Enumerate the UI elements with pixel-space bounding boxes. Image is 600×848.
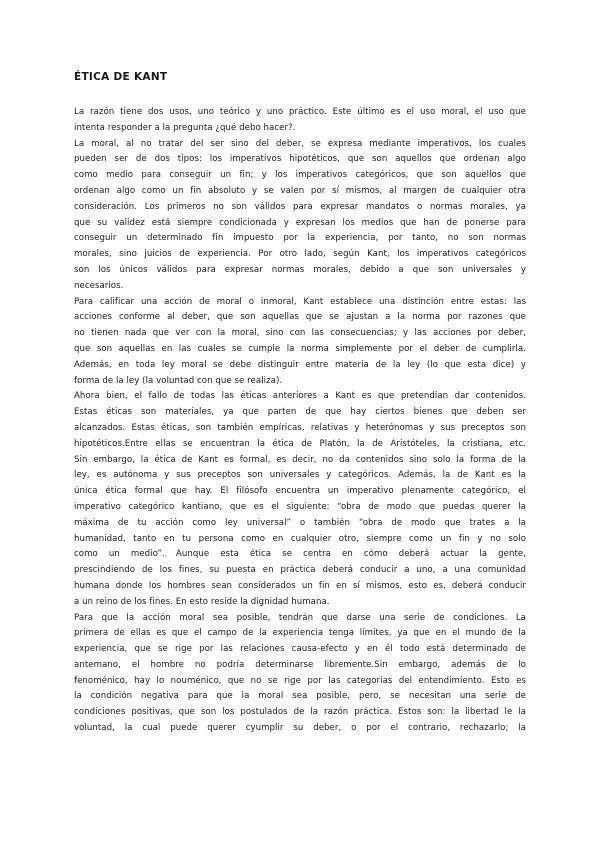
text-line: primera de ellas es que el campo de la experiencia tenga límites, ya que en el mundo de la: [74, 628, 526, 639]
text-line: La razón tiene dos usos, uno teórico y uno práctico. Este último es el uso moral, el uso que: [74, 107, 526, 117]
text-line: conseguir un determinado fin impuesto por la experiencia, por tanto, no son normas: [74, 233, 526, 244]
text-line: Estas éticas son materiales, ya que parten de que hay ciertos bienes que deben ser: [74, 407, 526, 418]
text-line: Para calificar una acción de moral o inmoral, Kant establece una distinción entre estas: las: [74, 296, 526, 307]
text-line: máxima de tu acción como ley universal” o también “obra de modo que trates a la: [74, 517, 526, 528]
text-line: morales, sino juicios de experiencia. Por otro lado, según Kant, los imperativos categóricos: [74, 249, 526, 260]
text-line: humanidad, tanto en tu persona como en cualquier otro, siempre como un fin y no solo: [74, 533, 526, 544]
text-line: como medio para conseguir un fin; y los imperativos categóricos, que son aquellos que: [74, 170, 526, 181]
text-line: a un reino de los fines. En esto reside la dignidad humana.: [74, 596, 330, 607]
document-body: [74, 105, 526, 737]
text-line: como un medio”. Aunque esta ética se centra en cómo deberá actuar la gente,: [74, 549, 526, 560]
text-line: Para que la acción moral sea posible, tendrán que darse una serie de condiciones. La: [74, 612, 526, 623]
text-line: única ética formal que hay. El filósofo encuentra un imperativo plenamente categórico, el: [74, 486, 526, 497]
text-line: antemano, el hombre no podría determinarse libremente.Sin embargo, además de lo: [74, 659, 526, 670]
document-title: ÉTICA DE KANT: [74, 71, 168, 83]
text-line: experiencia, que se rige por las relaciones causa-efecto y en él todo está determinado de: [74, 644, 526, 655]
text-line: que son aquellas en las cuales se cumple la norma simplemente por el deber de cumplirla.: [74, 343, 526, 354]
text-line: voluntad, la cual puede querer cyumplir su deber, o por el contrario, rechazarlo; la: [74, 723, 526, 734]
text-line: acciones conforme al deber, que son aquellas que se ajustan a la norma por razones que: [74, 312, 526, 323]
text-line: consideración. Los primeros no son válidos para expresar mandatos o normas morales, ya: [74, 201, 526, 212]
text-line: alcanzados. Estas éticas, son también empíricas, relativas y heterónomas y sus preceptos son: [74, 422, 526, 433]
text-line: ley, es autónoma y sus preceptos son universales y categóricos. Además, la de Kant es la: [74, 470, 526, 481]
text-line: intenta responder a la pregunta ¿qué debo hacer?.: [74, 122, 296, 133]
text-line: condiciones positivas, que son los postulados de la razón práctica. Estos son: la libertad le la: [74, 707, 526, 718]
text-line: prescindiendo de los fines, su puesta en práctica deberá conducir a uno, a una comunidad: [74, 565, 526, 576]
text-line: Ahora bien, el fallo de todas las éticas anteriores a Kant es que pretendían dar contenidos.: [74, 391, 526, 402]
text-line: necesarios.: [74, 280, 124, 291]
text-line: que su validez está siempre condicionada y expresan los medios que han de ponerse para: [74, 217, 526, 228]
text-line: imperativo categórico kantiano, que es el siguiente: “obra de modo que puedas querer la: [74, 501, 526, 512]
text-line: Sin embargo, la ética de Kant es formal, es decir, no da contenidos sino solo la forma de la: [74, 454, 526, 465]
text-line: Además, en toda ley moral se debe distinguir entre materia de la ley (lo que esta dice) y: [74, 359, 526, 370]
text-line: son los únicos válidos para expresar normas morales, debido a que son universales y: [74, 264, 526, 275]
text-line: forma de la ley (la voluntad con que se realiza).: [74, 375, 283, 386]
text-line: la condición negativa para que la moral sea posible, pero, se necesitan una serie de: [74, 691, 526, 702]
text-line: pueden ser de dos tipos: los imperativos hipotéticos, que son aquellos que ordenan algo: [74, 154, 526, 165]
text-line: humana donde los hombres sean considerados un fin en sí mismos, esto es, deberá conducir: [74, 580, 526, 591]
text-line: hipotéticos.Entre ellas se encuentran la ética de Platón, la de Aristóteles, la cristiana, etc.: [74, 438, 526, 449]
text-line: ordenan algo como un fin absoluto y se valen por sí mismos, al margen de cualquier otra: [74, 185, 526, 196]
text-line: La moral, al no tratar del ser sino del deber, se expresa mediante imperativos, los cuales: [74, 138, 526, 149]
text-line: fenoménico, hay lo nouménico, que no se rige por las categorías del entendimiento. Esto es: [74, 675, 526, 686]
text-line: no tienen nada que ver con la moral, sino con las consecuencias; y las acciones por deber,: [74, 328, 526, 339]
